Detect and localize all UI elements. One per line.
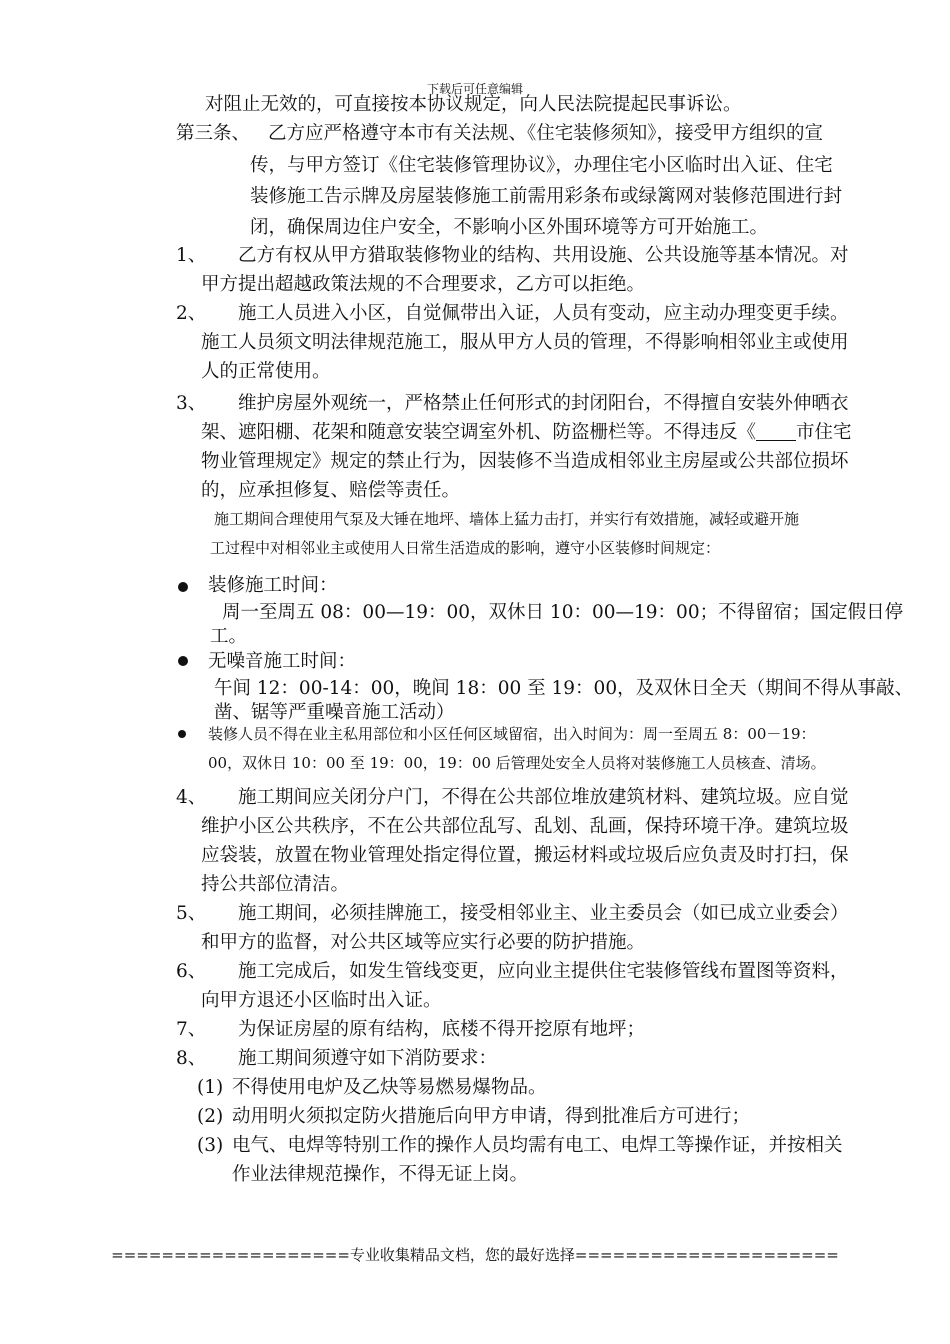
bullet-icon — [178, 656, 188, 666]
fire-rule-line: 电气、电焊等特别工作的操作人员均需有电工、电焊工等操作证，并按相关 — [232, 1135, 843, 1156]
bullet-line: 00，双休日 10：00 至 19：00，19：00 后管理处安全人员将对装修施工人员核查、清场。 — [208, 754, 826, 772]
item-line: 的，应承担修复、赔偿等责任。 — [201, 480, 461, 501]
item-number: 7、 — [176, 1019, 207, 1040]
item-line: 物业管理规定》规定的禁止行为，因装修不当造成相邻业主房屋或公共部位损坏 — [201, 451, 849, 472]
article-line: 传，与甲方签订《住宅装修管理协议》，办理住宅小区临时出入证、住宅 — [250, 155, 833, 176]
bullet-title: 装修人员不得在业主私用部位和小区任何区域留宿，出入时间为：周一至周五 8：00－19： — [208, 725, 816, 743]
item-line: 施工人员进入小区，自觉佩带出入证，人员有变动，应主动办理变更手续。 — [238, 303, 849, 324]
article-line: 乙方应严格遵守本市有关法规、《住宅装修须知》，接受甲方组织的宣 — [268, 123, 824, 144]
article-line: 闭，确保周边住户安全，不影响小区外围环境等方可开始施工。 — [250, 217, 769, 238]
bullet-line: 工。 — [210, 626, 248, 647]
item-line: 维护小区公共秩序，不在公共部位乱写、乱划、乱画，保持环境干净。建筑垃圾 — [201, 816, 849, 837]
item-line: 人的正常使用。 — [201, 361, 331, 382]
bullet-title: 无噪音施工时间： — [208, 651, 357, 672]
fire-rule-line: 动用明火须拟定防火措施后向甲方申请，得到批准后方可进行； — [232, 1106, 751, 1127]
item-line: 维护房屋外观统一，严格禁止任何形式的封闭阳台，不得擅自安装外伸晒衣 — [238, 393, 849, 414]
item-line: 持公共部位清洁。 — [201, 874, 350, 895]
article-label: 第三条、 — [176, 123, 251, 144]
fire-rule-number: (1) — [197, 1077, 224, 1098]
fire-rule-line: 不得使用电炉及乙炔等易燃易爆物品。 — [232, 1077, 547, 1098]
item-line: 和甲方的监督，对公共区域等应实行必要的防护措施。 — [201, 932, 646, 953]
item-number: 2、 — [176, 303, 207, 324]
bullet-icon — [178, 582, 188, 592]
item-line: 施工期间应关闭分户门，不得在公共部位堆放建筑材料、建筑垃圾。应自觉 — [238, 787, 849, 808]
bullet-line: 午间 12：00-14：00，晚间 18：00 至 19：00，及双休日全天（期间不得从事敲、 — [214, 678, 914, 699]
item-line: 施工期间须遵守如下消防要求： — [238, 1048, 498, 1069]
item-line: 向甲方退还小区临时出入证。 — [201, 990, 442, 1011]
item-number: 3、 — [176, 393, 207, 414]
bullet-icon — [178, 730, 186, 738]
item-line: 施工完成后，如发生管线变更，应向业主提供住宅装修管线布置图等资料， — [238, 961, 849, 982]
page-header: 下载后可任意编辑 — [426, 82, 523, 96]
item-line: 应袋装，放置在物业管理处指定得位置，搬运材料或垃圾后应负责及时打扫，保 — [201, 845, 849, 866]
intro-line: 对阻止无效的，可直接按本协议规定，向人民法院提起民事诉讼。 — [205, 94, 742, 115]
item-number: 8、 — [176, 1048, 207, 1069]
page-footer: ===================专业收集精品文档，您的最好选择===================== — [111, 1246, 839, 1264]
bullet-line: 周一至周五 08：00—19：00，双休日 10：00—19：00；不得留宿；国定假日停 — [222, 602, 904, 623]
note-line: 施工期间合理使用气泵及大锤在地坪、墙体上猛力击打，并实行有效措施，减轻或避开施 — [214, 510, 800, 528]
item-number: 4、 — [176, 787, 207, 808]
blank-field — [756, 420, 796, 441]
fire-rule-line: 作业法律规范操作，不得无证上岗。 — [232, 1164, 529, 1185]
bullet-line: 凿、锯等严重噪音施工活动） — [214, 702, 455, 723]
item-line: 为保证房屋的原有结构，底楼不得开挖原有地坪； — [238, 1019, 646, 1040]
fire-rule-number: (3) — [197, 1135, 224, 1156]
fire-rule-number: (2) — [197, 1106, 224, 1127]
item-line: 施工期间，必须挂牌施工，接受相邻业主、业主委员会（如已成立业委会） — [238, 903, 849, 924]
bullet-title: 装修施工时间： — [208, 575, 338, 596]
item-number: 5、 — [176, 903, 207, 924]
item-line: 架、遮阳棚、花架和随意安装空调室外机、防盗栅栏等。不得违反《 市住宅 — [201, 422, 852, 443]
item-number: 1、 — [176, 245, 207, 266]
article-line: 装修施工告示牌及房屋装修施工前需用彩条布或绿篱网对装修范围进行封 — [250, 186, 843, 207]
item-line: 施工人员须文明法律规范施工，服从甲方人员的管理，不得影响相邻业主或使用 — [201, 332, 849, 353]
item-line: 乙方有权从甲方猎取装修物业的结构、共用设施、公共设施等基本情况。对 — [238, 245, 849, 266]
item-line: 甲方提出超越政策法规的不合理要求，乙方可以拒绝。 — [201, 274, 646, 295]
item-number: 6、 — [176, 961, 207, 982]
note-line: 工过程中对相邻业主或使用人日常生活造成的影响，遵守小区装修时间规定： — [210, 539, 721, 557]
